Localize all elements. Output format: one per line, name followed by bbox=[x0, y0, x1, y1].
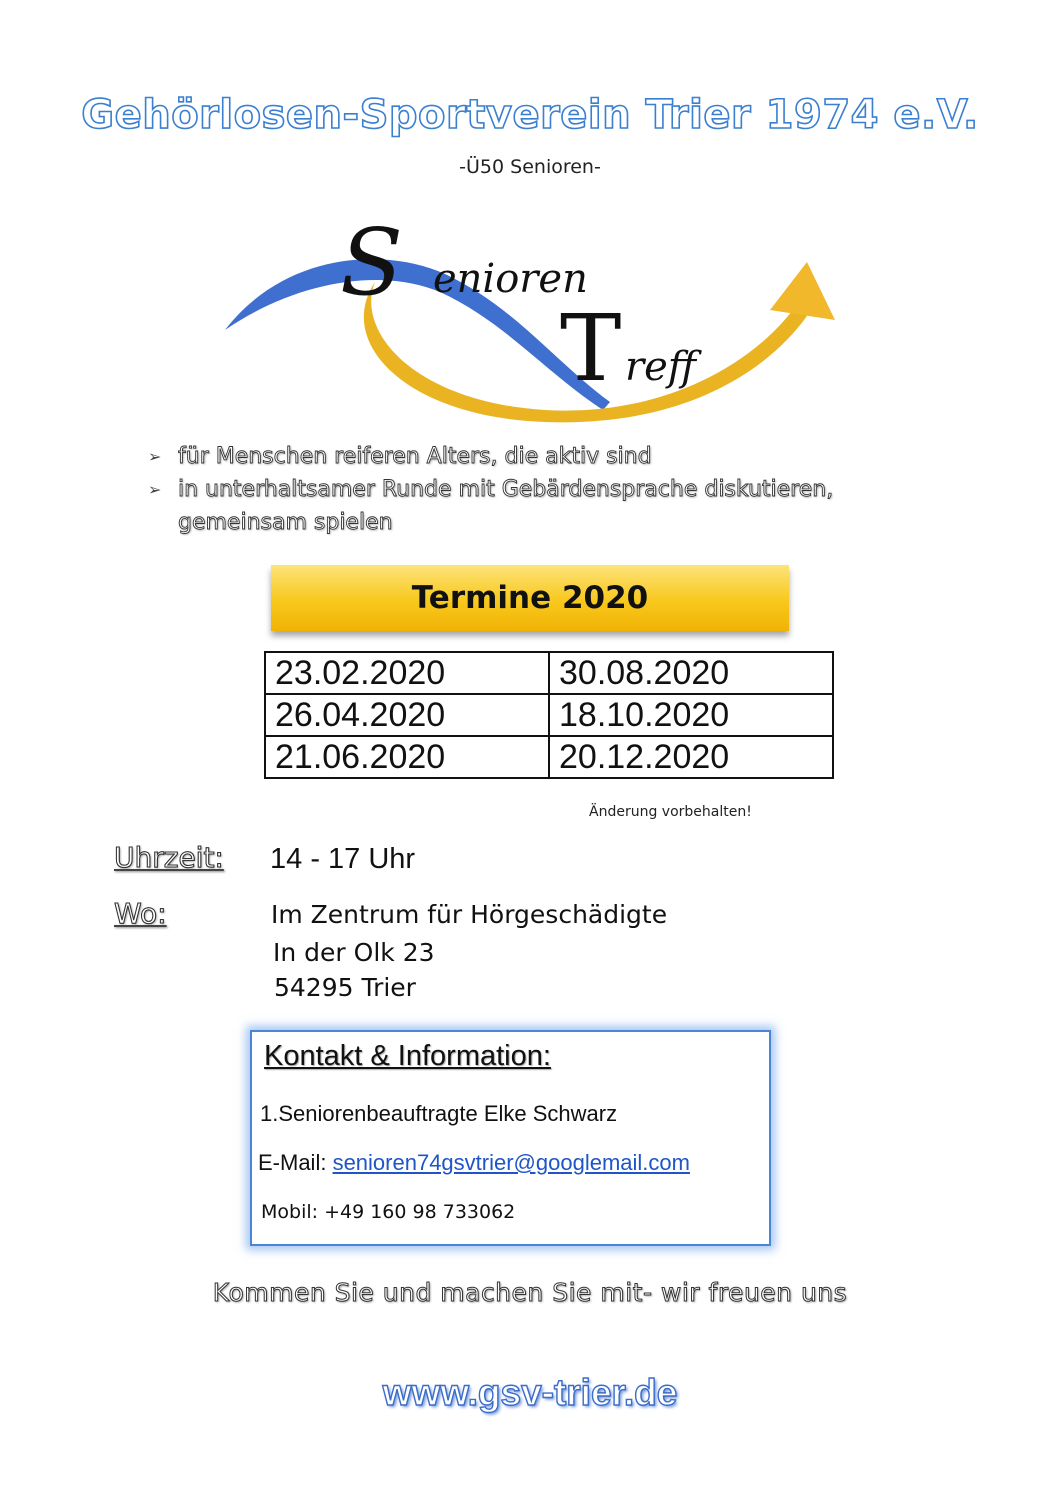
date-cell: 26.04.2020 bbox=[265, 694, 549, 736]
logo-word-reff: reff bbox=[625, 344, 697, 390]
feature-list bbox=[148, 440, 948, 539]
table-row bbox=[265, 736, 833, 778]
table-row bbox=[265, 694, 833, 736]
logo-letter-t: T bbox=[560, 295, 622, 402]
address-line: In der Olk 23 bbox=[273, 938, 435, 967]
contact-person: 1.Seniorenbeauftragte Elke Schwarz bbox=[260, 1101, 618, 1126]
date-cell: 23.02.2020 bbox=[265, 652, 549, 694]
address-line: Im Zentrum für Hörgeschädigte bbox=[271, 900, 668, 929]
feature-item bbox=[148, 473, 948, 539]
contact-title: Kontakt & Information: bbox=[264, 1040, 551, 1072]
feature-text: für Menschen reiferen Alters, die aktiv sind bbox=[178, 444, 652, 469]
time-label: Uhrzeit: bbox=[114, 841, 224, 874]
dates-table bbox=[264, 651, 834, 779]
senioren-treff-logo bbox=[215, 212, 855, 427]
website-link[interactable]: www.gsv-trier.de bbox=[382, 1372, 678, 1413]
contact-email-row bbox=[258, 1150, 690, 1176]
logo-letter-s: S bbox=[340, 212, 404, 316]
address-line: 54295 Trier bbox=[274, 973, 416, 1002]
date-cell: 20.12.2020 bbox=[549, 736, 833, 778]
email-link[interactable]: senioren74gsvtrier@googlemail.com bbox=[332, 1150, 690, 1175]
closing-message: Kommen Sie und machen Sie mit- wir freuen uns bbox=[212, 1278, 848, 1307]
place-label: Wo: bbox=[114, 897, 167, 930]
page-title: Gehörlosen-Sportverein Trier 1974 e.V. bbox=[81, 92, 979, 138]
feature-text: in unterhaltsamer Runde mit Gebärdensprache diskutieren, gemeinsam spielen bbox=[178, 477, 834, 535]
change-note: Änderung vorbehalten! bbox=[589, 804, 752, 820]
arrow-bullet-icon: ➢ bbox=[148, 447, 162, 466]
table-row bbox=[265, 652, 833, 694]
time-value: 14 - 17 Uhr bbox=[270, 843, 416, 875]
arrow-bullet-icon: ➢ bbox=[148, 480, 162, 499]
page-subtitle: -Ü50 Senioren- bbox=[459, 156, 601, 178]
email-label: E-Mail: bbox=[258, 1150, 333, 1175]
feature-item bbox=[148, 440, 948, 473]
termine-banner: Termine 2020 bbox=[271, 565, 789, 631]
date-cell: 18.10.2020 bbox=[549, 694, 833, 736]
date-cell: 30.08.2020 bbox=[549, 652, 833, 694]
contact-mobile: Mobil: +49 160 98 733062 bbox=[261, 1201, 516, 1223]
logo-arrow-head bbox=[770, 262, 835, 320]
logo-word-enioren: enioren bbox=[433, 256, 588, 302]
date-cell: 21.06.2020 bbox=[265, 736, 549, 778]
